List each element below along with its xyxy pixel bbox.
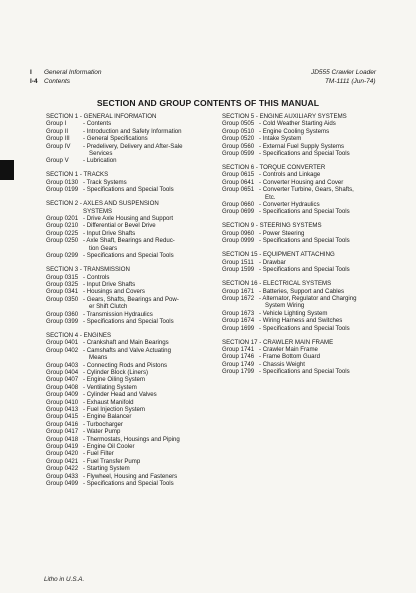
group-entry [46, 347, 212, 362]
group-title [83, 128, 212, 135]
group-entry [222, 368, 394, 375]
group-title [259, 128, 394, 135]
section-heading: SECTION 3 - TRANSMISSION [46, 266, 130, 274]
group-entry [46, 413, 212, 420]
group-title [259, 237, 394, 244]
group-title [259, 295, 394, 310]
header-right-title: JD555 Crawler Loader [310, 69, 376, 76]
group-title-line: - Track Systems [83, 178, 127, 186]
group-entry [222, 150, 394, 157]
group-title-line: - Flywheel, Housing and Fasteners [83, 472, 178, 480]
group-title-continued: System Wiring [265, 302, 305, 310]
group-title-line: - Alternator, Regulator and Charging [259, 294, 357, 302]
group-number: Group 0325 [46, 280, 79, 288]
group-entry [46, 128, 212, 135]
group-title-continued: Means [89, 354, 108, 362]
group-number: Group 0660 [222, 201, 255, 209]
group-title [83, 406, 212, 413]
group-title-line: - Connecting Rods and Pistons [83, 361, 168, 369]
group-title-line: - Cylinder Head and Valves [83, 391, 157, 399]
group-number: Group IV [46, 142, 71, 150]
group-entry [46, 222, 212, 229]
section-block [46, 200, 212, 259]
group-title [259, 171, 394, 178]
group-number: Group 0413 [46, 406, 79, 413]
group-title [83, 179, 212, 186]
group-title-line: - External Fuel Supply Systems [259, 142, 345, 150]
group-number: Group 0420 [46, 450, 79, 458]
header-left-subtitle: Contents [44, 78, 71, 85]
group-entry [222, 208, 394, 215]
group-title-line: - Drive Axle Housing and Support [83, 215, 174, 223]
group-title-line: - Engine Balancer [83, 413, 132, 421]
group-entry [222, 201, 394, 208]
group-title [83, 450, 212, 457]
group-title-line: - Ventilating System [83, 383, 137, 391]
group-title [83, 436, 212, 443]
group-title-line: - Drawbar [259, 258, 286, 266]
group-title-line: - Controls and Linkage [259, 171, 321, 179]
group-number: Group 0410 [46, 398, 79, 406]
group-number: Group 0999 [222, 237, 255, 245]
group-number: Group 0419 [46, 443, 79, 451]
group-number: Group 0250 [46, 237, 79, 245]
group-title [83, 347, 212, 362]
group-title [83, 143, 212, 158]
group-number: Group 1671 [222, 287, 255, 295]
group-entry [46, 436, 212, 443]
group-title [83, 376, 212, 383]
group-number: Group 0417 [46, 428, 79, 436]
group-entry [46, 391, 212, 398]
group-number: Group 1672 [222, 294, 255, 302]
group-title-line: - Fuel Filter [83, 450, 114, 458]
group-entry [46, 399, 212, 406]
group-number: Group 1599 [222, 266, 255, 274]
group-entry [222, 295, 394, 310]
group-title-line: - Crankshaft and Main Bearings [83, 339, 169, 347]
section-heading-continued: SYSTEMS [83, 207, 113, 215]
group-title-line: - Crawler Main Frame [259, 345, 318, 353]
group-number: Group 0402 [46, 346, 79, 354]
group-title-line: - Input Drive Shafts [83, 280, 136, 288]
group-number: Group 0599 [222, 150, 255, 158]
group-number: Group 0407 [46, 376, 79, 384]
group-number: Group 0404 [46, 368, 79, 376]
section-block [46, 332, 212, 488]
group-title-line: - Engine Oiling System [83, 376, 145, 384]
group-title-line: - Lubrication [83, 157, 117, 165]
group-title-continued: tion Gears [89, 244, 118, 252]
section-heading: SECTION 6 - TORQUE CONVERTER [222, 164, 326, 172]
group-entry [46, 135, 212, 142]
group-entry [222, 353, 394, 360]
section-tab-marker [0, 160, 14, 180]
group-title-line: - Wiring Harness and Switches [259, 317, 343, 325]
group-number: Group 0416 [46, 420, 79, 428]
group-entry [46, 450, 212, 457]
section-block [222, 339, 394, 376]
group-number: Group 0399 [46, 317, 79, 325]
group-title-line: - Specifications and Special Tools [83, 186, 174, 194]
group-title [83, 230, 212, 237]
group-title-line: - Controls [83, 273, 110, 281]
group-number: Group 0960 [222, 229, 255, 237]
group-title [259, 201, 394, 208]
group-title-line: - Converter Turbine, Gears, Shafts, [259, 186, 354, 194]
group-number: Group 1799 [222, 368, 255, 376]
group-entry [46, 362, 212, 369]
group-title-continued: Services [89, 150, 113, 158]
section-block [46, 266, 212, 325]
group-entry [222, 361, 394, 368]
page-subnumber: I-4 [30, 78, 38, 85]
group-title-line: - Input Drive Shafts [83, 229, 136, 237]
section-heading: SECTION 9 - STEERING SYSTEMS [222, 222, 322, 230]
group-entry [46, 458, 212, 465]
group-title [259, 288, 394, 295]
group-number: Group 0422 [46, 465, 79, 473]
group-title [83, 369, 212, 376]
header-right-subtitle: TM-1111 (Jun-74) [324, 78, 376, 85]
group-entry [46, 288, 212, 295]
group-title [259, 310, 394, 317]
group-number: Group 1749 [222, 360, 255, 368]
group-entry [46, 318, 212, 325]
group-number: Group 0341 [46, 288, 79, 296]
group-number: Group 1511 [222, 258, 254, 266]
group-title [83, 465, 212, 472]
group-title [83, 428, 212, 435]
group-number: Group 1699 [222, 324, 255, 332]
group-number: Group 0560 [222, 142, 255, 150]
group-title [83, 473, 212, 480]
group-entry [222, 317, 394, 324]
section-block [222, 222, 394, 244]
group-title-line: - Starting System [83, 465, 130, 473]
group-entry [222, 135, 394, 142]
group-title [83, 237, 212, 252]
group-title [259, 259, 394, 266]
group-title [83, 421, 212, 428]
group-title [259, 325, 394, 332]
group-title-line: - Chassis Weight [259, 360, 305, 368]
group-title [259, 186, 394, 201]
group-entry [222, 179, 394, 186]
group-title [83, 399, 212, 406]
section-heading: SECTION 1 - TRACKS [46, 171, 109, 179]
section-block [46, 171, 212, 193]
group-entry [222, 266, 394, 273]
group-number: Group 1674 [222, 317, 255, 325]
group-title-line: - Camshafts and Valve Actuating [83, 346, 171, 354]
group-title-line: - General Specifications [83, 135, 148, 143]
group-title [83, 413, 212, 420]
header-right [311, 68, 376, 86]
group-title-line: - Exhaust Manifold [83, 398, 134, 406]
group-title [83, 281, 212, 288]
group-title [83, 391, 212, 398]
group-entry [46, 157, 212, 164]
group-title-line: - Contents [83, 120, 112, 128]
group-entry [46, 421, 212, 428]
group-entry [222, 143, 394, 150]
section-block [222, 280, 394, 332]
group-title-line: - Vehicle Lighting System [259, 309, 328, 317]
group-title [83, 384, 212, 391]
group-number: Group 0130 [46, 178, 79, 186]
group-entry [46, 443, 212, 450]
group-number: Group 0199 [46, 186, 79, 194]
group-number: Group 0499 [46, 480, 79, 488]
group-title [83, 274, 212, 281]
group-entry [46, 465, 212, 472]
group-entry [46, 143, 212, 158]
group-title [83, 215, 212, 222]
group-title-continued: er Shift Clutch [89, 303, 128, 311]
group-title-line: - Introduction and Safety Information [83, 127, 182, 135]
group-title [259, 353, 394, 360]
group-number: Group 0409 [46, 391, 79, 399]
group-title-line: - Batteries, Support and Cables [259, 287, 345, 295]
group-title [83, 443, 212, 450]
group-title [83, 362, 212, 369]
group-entry [46, 230, 212, 237]
group-entry [46, 186, 212, 193]
group-title [259, 346, 394, 353]
group-number: Group V [46, 157, 69, 165]
group-title-line: - Specifications and Special Tools [83, 317, 174, 325]
group-entry [46, 252, 212, 259]
group-title-line: - Engine Cooling Systems [259, 127, 330, 135]
group-entry [46, 406, 212, 413]
group-number: Group 0433 [46, 472, 79, 480]
group-number: Group 0418 [46, 435, 79, 443]
group-number: Group 0225 [46, 229, 79, 237]
group-title-line: - Gears, Shafts, Bearings and Pow- [83, 295, 179, 303]
group-number: Group 0510 [222, 127, 255, 135]
group-number: Group 0401 [46, 339, 79, 347]
group-title [83, 222, 212, 229]
group-number: Group 0210 [46, 222, 79, 230]
group-entry [222, 310, 394, 317]
group-entry [46, 274, 212, 281]
section-heading: SECTION 15 - EQUIPMENT ATTACHING [222, 251, 335, 259]
group-title-line: - Specifications and Special Tools [259, 266, 350, 274]
group-title-line: - Thermostats, Housings and Piping [83, 435, 180, 443]
group-entry [222, 128, 394, 135]
section-block [222, 251, 394, 273]
group-entry [222, 237, 394, 244]
group-entry [222, 325, 394, 332]
section-heading: SECTION 17 - CRAWLER MAIN FRAME [222, 338, 334, 346]
group-title-line: - Housings and Covers [83, 288, 145, 296]
group-entry [46, 428, 212, 435]
group-title [83, 296, 212, 311]
group-title-line: - Converter Hydraulics [259, 201, 320, 209]
section-heading: SECTION 2 - AXLES AND SUSPENSION [46, 200, 159, 208]
group-entry [222, 120, 394, 127]
section-heading: SECTION 1 - GENERAL INFORMATION [46, 113, 157, 120]
group-entry [46, 311, 212, 318]
group-number: Group 0315 [46, 273, 79, 281]
section-block [222, 164, 394, 216]
group-number: Group 0651 [222, 186, 255, 194]
right-column [222, 113, 394, 382]
group-title [83, 311, 212, 318]
group-entry [222, 230, 394, 237]
group-title [259, 120, 394, 127]
group-number: Group 0520 [222, 135, 255, 143]
group-title-line: - Water Pump [83, 428, 121, 436]
group-title [259, 135, 394, 142]
group-title [259, 317, 394, 324]
group-number: Group 1673 [222, 309, 255, 317]
group-entry [222, 186, 394, 201]
group-entry [46, 339, 212, 346]
group-title [259, 208, 394, 215]
group-entry [46, 237, 212, 252]
section-block [222, 113, 394, 157]
group-title [83, 186, 212, 193]
group-title-line: - Converter Housing and Cover [259, 178, 344, 186]
group-number: Group 1746 [222, 353, 255, 361]
group-title-line: - Cold Weather Starting Aids [259, 120, 336, 128]
group-entry [46, 120, 212, 127]
group-number: Group 1741 [222, 345, 255, 353]
group-title-line: - Engine Oil Cooler [83, 443, 135, 451]
group-title [259, 179, 394, 186]
group-number: Group I [46, 120, 67, 128]
group-title [83, 458, 212, 465]
group-title [259, 230, 394, 237]
group-number: Group 0641 [222, 178, 255, 186]
header-left [30, 68, 101, 86]
group-entry [46, 179, 212, 186]
page-number: I [30, 69, 32, 76]
header-left-title: General Information [44, 69, 102, 76]
group-title [259, 150, 394, 157]
group-title [83, 288, 212, 295]
group-number: Group 0505 [222, 120, 255, 128]
group-title [83, 252, 212, 259]
group-number: Group 0408 [46, 383, 79, 391]
group-title [83, 339, 212, 346]
group-number: Group 0403 [46, 361, 79, 369]
group-title [259, 368, 394, 375]
group-entry [46, 215, 212, 222]
group-title-line: - Differential or Bevel Drive [83, 222, 156, 230]
section-heading: SECTION 16 - ELECTRICAL SYSTEMS [222, 280, 332, 288]
section-heading: SECTION 4 - ENGINES [46, 331, 112, 339]
group-title-line: - Turbocharger [83, 420, 123, 428]
group-number: Group 0699 [222, 208, 255, 216]
group-title-line: - Specifications and Special Tools [259, 237, 350, 245]
group-entry [46, 296, 212, 311]
group-title-line: - Predelivery, Delivery and After-Sale [83, 142, 183, 150]
group-title-continued: Etc. [265, 193, 276, 201]
group-title-line: - Specifications and Special Tools [259, 368, 350, 376]
group-title-line: - Axle Shaft, Bearings and Reduc- [83, 237, 175, 245]
group-entry [222, 171, 394, 178]
group-entry [222, 346, 394, 353]
group-entry [46, 369, 212, 376]
group-title [83, 120, 212, 127]
group-number: Group II [46, 127, 69, 135]
page-title: SECTION AND GROUP CONTENTS OF THIS MANUAL [96, 98, 320, 108]
group-title-line: - Specifications and Special Tools [259, 150, 350, 158]
group-title-line: - Specifications and Special Tools [259, 324, 350, 332]
group-title-line: - Specifications and Special Tools [83, 480, 174, 488]
group-title [83, 135, 212, 142]
group-number: Group 0201 [46, 215, 79, 223]
group-title-line: - Transmission Hydraulics [83, 310, 153, 318]
group-title [83, 157, 212, 164]
group-title [83, 480, 212, 487]
group-title-line: - Power Steering [259, 229, 305, 237]
section-heading: SECTION 5 - ENGINE AUXILIARY SYSTEMS [222, 113, 347, 120]
group-entry [222, 288, 394, 295]
group-number: Group III [46, 135, 70, 143]
group-number: Group 0299 [46, 252, 79, 260]
left-column [46, 113, 212, 494]
group-title-line: - Intake System [259, 135, 302, 143]
group-title [259, 361, 394, 368]
group-number: Group 0615 [222, 171, 255, 179]
group-title-line: - Cylinder Block (Liners) [83, 368, 149, 376]
footer-litho: Litho in U.S.A. [44, 576, 85, 583]
group-entry [222, 259, 394, 266]
group-entry [46, 281, 212, 288]
group-number: Group 0415 [46, 413, 79, 421]
group-title-line: - Fuel Injection System [83, 406, 145, 413]
group-title-line: - Frame Bottom Guard [259, 353, 320, 361]
group-title [259, 143, 394, 150]
group-title-line: - Fuel Transfer Pump [83, 457, 141, 465]
group-number: Group 0360 [46, 310, 79, 318]
group-number: Group 0350 [46, 295, 79, 303]
group-entry [46, 480, 212, 487]
group-entry [46, 384, 212, 391]
section-block [46, 113, 212, 165]
group-number: Group 0421 [46, 457, 79, 465]
group-title [259, 266, 394, 273]
group-entry [46, 473, 212, 480]
group-title-line: - Specifications and Special Tools [259, 208, 350, 216]
group-entry [46, 376, 212, 383]
group-title [83, 318, 212, 325]
group-title-line: - Specifications and Special Tools [83, 252, 174, 260]
